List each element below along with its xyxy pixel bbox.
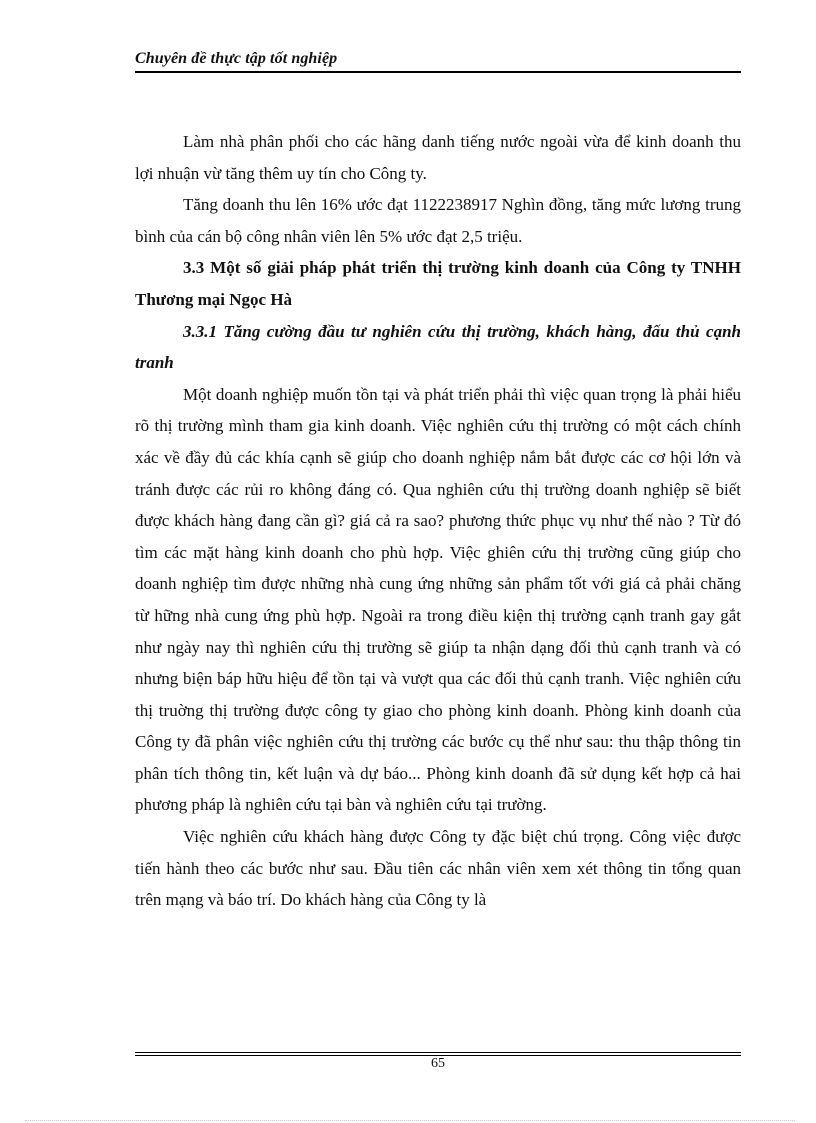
subsection-heading-3-3-1: 3.3.1 Tăng cường đầu tư nghiên cứu thị trường, khách hàng, đấu thủ cạnh tranh	[135, 321, 741, 373]
paragraph-1: Làm nhà phân phối cho các hãng danh tiếng nước ngoài vừa để kinh doanh thu lợi nhuận vừ tăng thêm uy tín cho Công ty.	[135, 132, 741, 183]
footer-rule-top	[135, 1052, 741, 1053]
paragraph-3: Một doanh nghiệp muốn tồn tại và phát triển phải thì việc quan trọng là phải hiểu rõ thị trường mình tham gia kinh doanh. Việc nghiên cứu thị trường có một cách chính xác về đầy đủ các khía cạnh sẽ giúp cho doanh nghiệp nắm bắt được các cơ hội lớn và tránh được các rủi ro không đáng có. Qua nghiên cứu thị trường doanh nghiệp sẽ biết được khách hàng đang cần gì? giá cả ra sao? phương thức phục vụ như thế nào ? Từ đó tìm các mặt hàng kinh doanh cho phù hợp. Việc ghiên cứu thị trường cũng giúp cho doanh nghiệp tìm được những nhà cung ứng những sản phẩm tốt với giá cả phải chăng từ hững nhà cung ứng phù hợp. Ngoài ra trong điều kiện thị trường cạnh tranh gay gắt như ngày nay thì nghiên cứu thị trường sẽ giúp ta nhận dạng đối thủ cạnh tranh và có nhưng biện báp hữu hiệu để tồn tại và vượt qua các đối thủ cạnh tranh. Việc nghiên cứu thị truờng thị trường được công ty giao cho phòng kinh doanh. Phòng kinh doanh của Công ty đã phân việc nghiên cứu thị trường các bước cụ thể như sau: thu thập thông tin phân tích thông tin, kết luận và dự báo... Phòng kinh doanh đã sử dụng kết hợp cả hai phương pháp là nghiên cứu tại bàn và nghiên cứu tại trường.	[135, 384, 741, 815]
page-number: 65	[431, 1056, 445, 1071]
page-header	[135, 50, 741, 72]
document-body	[135, 126, 741, 916]
page-boundary	[25, 1120, 795, 1121]
header-title: Chuyên đề thực tập tốt nghiệp	[135, 50, 338, 67]
section-heading-3-3: 3.3 Một số giải pháp phát triển thị trường kinh doanh của Công ty TNHH Thương mại Ngọc Hà	[135, 258, 741, 309]
header-rule	[135, 71, 741, 73]
paragraph-4: Việc nghiên cứu khách hàng được Công ty đặc biệt chú trọng. Công việc được tiến hành theo các bước như sau. Đầu tiên các nhân viên xem xét thông tin tổng quan trên mạng và báo trí. Do khách hàng của Công ty là	[135, 827, 741, 910]
paragraph-2: Tăng doanh thu lên 16% ước đạt 1122238917 Nghìn đồng, tăng mức lương trung bình của cán bộ công nhân viên lên 5% ước đạt 2,5 triệu.	[135, 195, 741, 246]
